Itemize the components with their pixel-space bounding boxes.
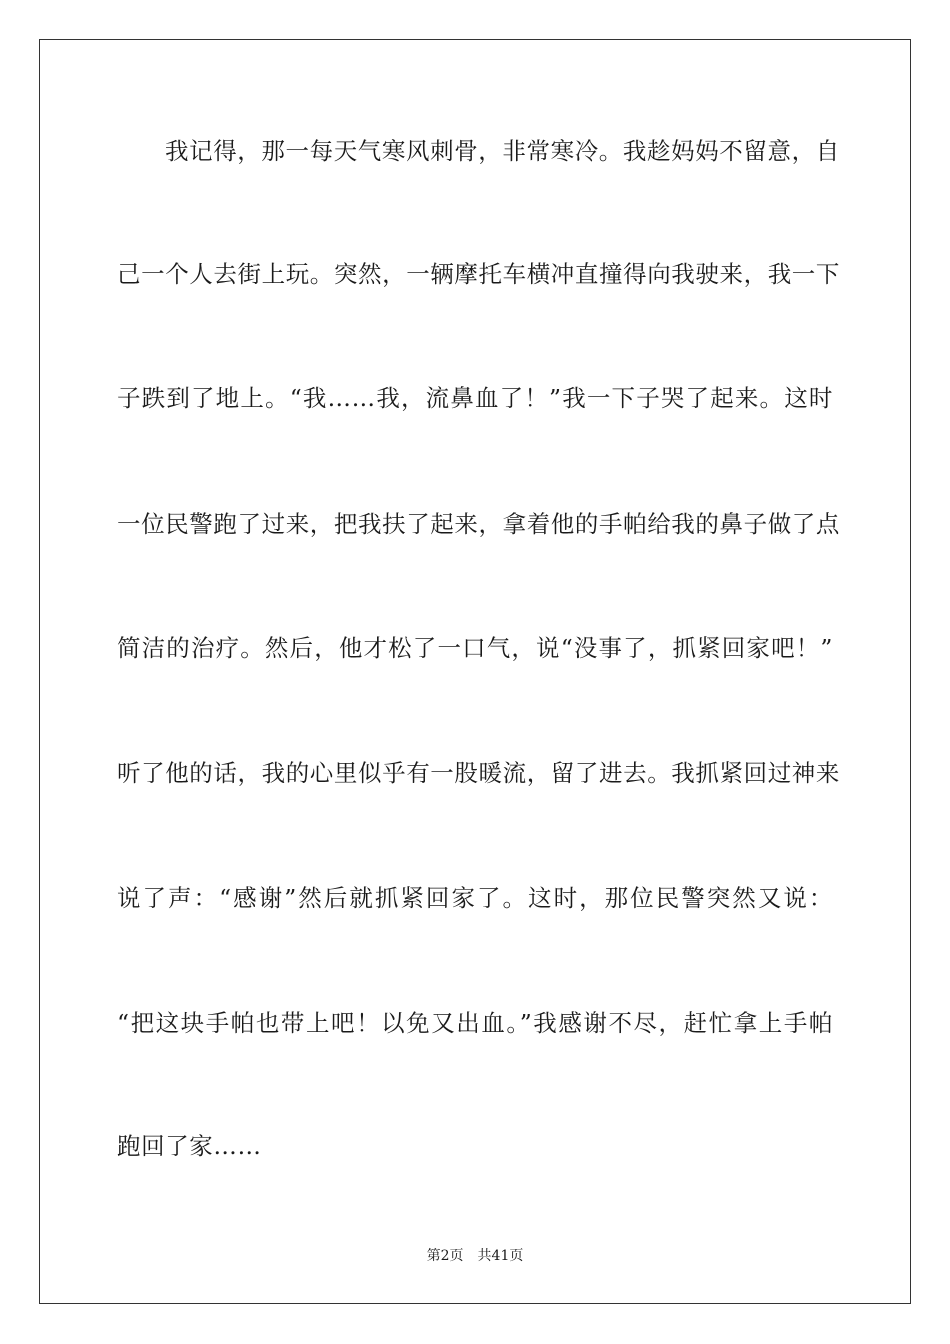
- paragraph-line: 己一个人去街上玩。突然，一辆摩托车横冲直撞得向我驶来，我一下: [117, 260, 840, 288]
- paragraph-line: 子跌到了地上。“我……我，流鼻血了！”我一下子哭了起来。这时: [117, 384, 833, 412]
- page-border: [39, 39, 911, 1304]
- paragraph-line: 我记得，那一每天气寒风刺骨，非常寒冷。我趁妈妈不留意，自: [165, 137, 840, 165]
- total-pages: 共41页: [477, 1248, 524, 1264]
- paragraph-line: 简洁的治疗。然后，他才松了一口气，说“没事了，抓紧回家吧！”: [117, 634, 833, 662]
- paragraph-line: “把这块手帕也带上吧！以免又出血。”我感谢不尽，赶忙拿上手帕: [117, 1009, 833, 1037]
- page-footer: [0, 1246, 950, 1266]
- paragraph-line: 跑回了家……: [117, 1132, 262, 1160]
- page-number: 第2页: [426, 1248, 464, 1264]
- paragraph-line: 一位民警跑了过来，把我扶了起来，拿着他的手帕给我的鼻子做了点: [117, 510, 840, 538]
- paragraph-line: 说了声：“感谢”然后就抓紧回家了。这时，那位民警突然又说：: [117, 884, 833, 912]
- paragraph-line: 听了他的话，我的心里似乎有一股暖流，留了进去。我抓紧回过神来: [117, 759, 840, 787]
